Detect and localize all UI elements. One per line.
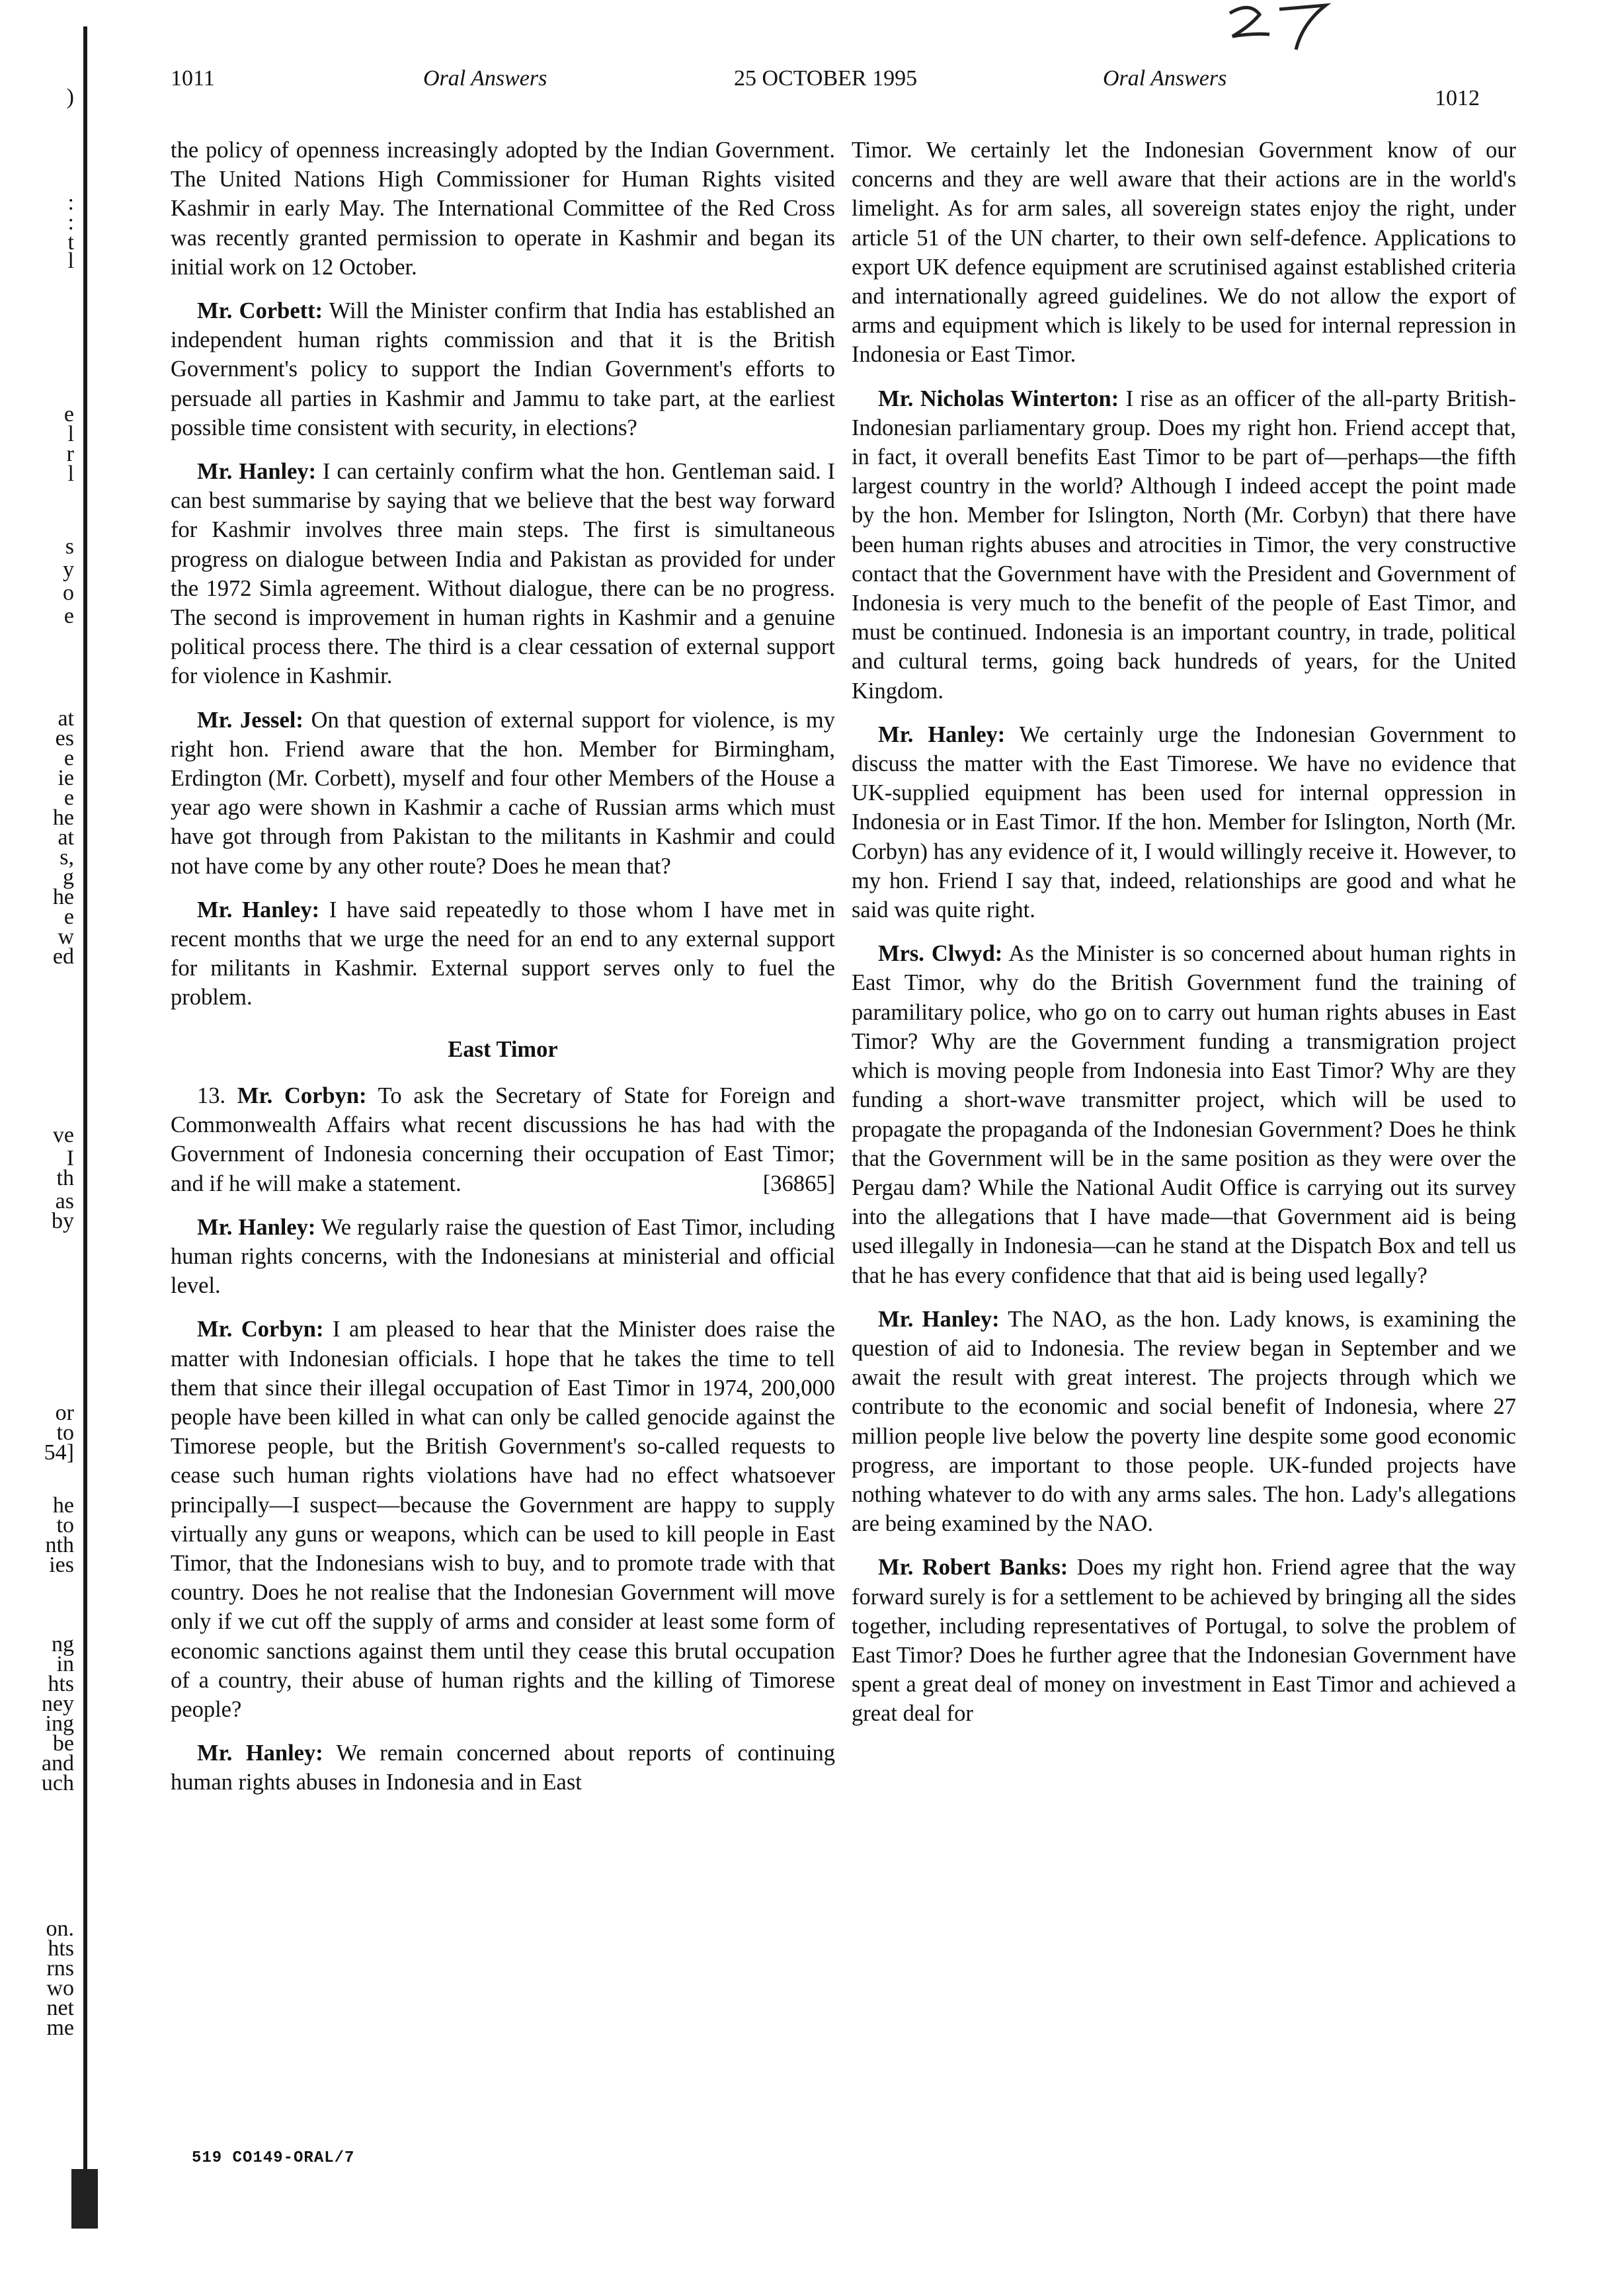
speech-text: I have said repeatedly to those whom I have met in recent months that we urge the need for an end to any external support for militants in Kashmir. External support serves only to fuel the problem. bbox=[171, 897, 835, 1010]
edge-fragment: es bbox=[55, 726, 74, 751]
speech-text: I can certainly confirm what the hon. Gentleman said. I can best summarise by saying that we believe that the best way forward for Kashmir involves three main steps. The first is simultaneous progress on dialogue between India and Pakistan as provided for under the 1972 Simla agreement. Without dialogue, there can be no progress. The second is improvement in human rights in Kashmir and a genuine political process there. The third is a clear cessation of external support for violence in Kashmir. bbox=[171, 459, 835, 689]
edge-fragment: e bbox=[63, 746, 74, 770]
speaker-name: Mr. Corbyn: bbox=[197, 1317, 324, 1342]
edge-fragment: ney bbox=[41, 1692, 74, 1716]
left-paragraphs-continued bbox=[171, 1213, 835, 1797]
binding-shadow bbox=[71, 2169, 98, 2229]
edge-fragment: e bbox=[63, 786, 74, 810]
right-running-title: Oral Answers bbox=[1103, 66, 1227, 91]
speech-paragraph bbox=[852, 939, 1516, 1290]
edge-fragment: t bbox=[67, 230, 74, 255]
section-heading: East Timor bbox=[448, 1036, 558, 1062]
edge-fragment: he bbox=[52, 1493, 74, 1518]
edge-fragment: g bbox=[63, 865, 74, 889]
edge-fragment: r bbox=[66, 442, 74, 466]
speaker-name: Mr. Corbett: bbox=[197, 298, 323, 324]
edge-fragment: or bbox=[55, 1401, 74, 1425]
edge-fragment: ing bbox=[45, 1711, 74, 1736]
speech-paragraph bbox=[852, 384, 1516, 706]
edge-fragment: ng bbox=[52, 1632, 74, 1657]
edge-fragment: 54] bbox=[44, 1440, 74, 1465]
speaker-name: Mr. Hanley: bbox=[197, 897, 320, 922]
edge-fragment: as bbox=[55, 1189, 74, 1213]
left-paragraphs bbox=[171, 136, 835, 1012]
speech-paragraph bbox=[171, 1739, 835, 1797]
edge-fragment: to bbox=[56, 1513, 74, 1538]
speech-text: Will the Minister confirm that India has established an independent human rights commission and that it is the British Government's policy to support the Indian Government's efforts to persuade all parties in Kashmir and Jammu to take part, at the earliest possible time consistent with security, in elections? bbox=[171, 298, 835, 440]
edge-fragment: he bbox=[52, 885, 74, 909]
edge-fragment: uch bbox=[41, 1771, 74, 1795]
speech-paragraph bbox=[852, 1305, 1516, 1539]
question-paragraph bbox=[171, 1081, 835, 1198]
speech-text: the policy of openness increasingly adopted by the Indian Government. The United Nations High Commissioner for Human Rights visited Kashmir in early May. The International Committee of the Red Cross was recently granted permission to operate in Kashmir and began its initial work on 12 October. bbox=[171, 138, 835, 280]
speaker-name: Mr. Hanley: bbox=[878, 721, 1006, 747]
edge-fragment: ies bbox=[49, 1553, 74, 1577]
edge-fragment: on. bbox=[46, 1916, 74, 1941]
left-running-title: Oral Answers bbox=[423, 66, 547, 91]
left-column bbox=[171, 136, 835, 1812]
speech-paragraph bbox=[852, 720, 1516, 924]
speech-paragraph bbox=[852, 136, 1516, 370]
edge-fragment: e bbox=[63, 604, 74, 628]
edge-fragment: o bbox=[63, 581, 74, 605]
question-reference: [36865] bbox=[762, 1170, 835, 1196]
edge-fragment: nth bbox=[45, 1533, 74, 1557]
binding-edge bbox=[0, 0, 99, 2296]
speech-paragraph bbox=[171, 136, 835, 282]
edge-fragment: be bbox=[52, 1731, 74, 1756]
binding-rule bbox=[83, 26, 87, 2215]
edge-fragment: in bbox=[56, 1652, 74, 1676]
edge-fragment: ed bbox=[52, 944, 74, 969]
edge-fragment: I bbox=[66, 1146, 74, 1170]
edge-fragment: l bbox=[67, 422, 74, 446]
edge-fragment: ve bbox=[52, 1123, 74, 1147]
speech-paragraph bbox=[171, 296, 835, 442]
speech-paragraph bbox=[171, 1213, 835, 1301]
edge-fragment: me bbox=[46, 2016, 74, 2040]
edge-fragment: to bbox=[56, 1420, 74, 1445]
edge-fragment: y bbox=[63, 557, 74, 582]
right-paragraphs bbox=[852, 136, 1516, 1729]
edge-fragment: w bbox=[58, 924, 74, 949]
speech-text: We regularly raise the question of East Timor, including human rights concerns, with the Indonesians at ministerial and official level. bbox=[171, 1214, 835, 1299]
edge-fragment: at bbox=[58, 706, 74, 731]
edge-fragment: : bbox=[67, 210, 74, 235]
speech-text: The NAO, as the hon. Lady knows, is examining the question of aid to Indonesia. The review began in September and we await the result with great interest. The projects through which we contribute to the economic and social benefit of Indonesia, where 27 million people live below the poverty line despite some good economic progress, are important to those people. UK-funded projects have nothing whatever to do with any arms sales. The hon. Lady's allegations are being examined by the NAO. bbox=[852, 1306, 1516, 1537]
edge-fragment: net bbox=[46, 1996, 74, 2020]
footer-code: 519 CO149-ORAL/7 bbox=[192, 2149, 355, 2167]
speaker-name: Mr. Hanley: bbox=[197, 1214, 316, 1240]
speech-paragraph bbox=[171, 457, 835, 691]
speaker-name: Mr. Hanley: bbox=[878, 1306, 1000, 1332]
handwritten-number-mark bbox=[1223, 0, 1336, 53]
speaker-name: Mr. Nicholas Winterton: bbox=[878, 386, 1119, 411]
speech-text: We remain concerned about reports of continuing human rights abuses in Indonesia and in East bbox=[171, 1741, 835, 1795]
sitting-date: 25 OCTOBER 1995 bbox=[734, 66, 918, 91]
left-page-number: 1011 bbox=[171, 66, 215, 91]
speech-text: Timor. We certainly let the Indonesian Government know of our concerns and they are well aware that their actions are in the world's limelight. As for arm sales, all sovereign states enjoy the right, under article 51 of the UN charter, to their own self-defence. Applications to export UK defence equipment are scrutinised against established criteria and internationally agreed guidelines. We do not allow the export of arms and equipment which is likely to be used for internal repression in Indonesia or East Timor. bbox=[852, 138, 1516, 368]
speaker-name: Mr. Robert Banks: bbox=[878, 1555, 1068, 1580]
question-speaker: Mr. Corbyn: bbox=[237, 1083, 367, 1108]
speech-paragraph bbox=[171, 706, 835, 881]
speaker-name: Mr. Jessel: bbox=[197, 707, 303, 733]
speech-text: Does my right hon. Friend agree that the way forward surely is for a settlement to be achieved by bringing all the sides together, including representatives of Portugal, to solve the problem of East Timor? Does he further agree that the Indonesian Government have spent a great deal of money on investment in East Timor and achieved a great deal for bbox=[852, 1555, 1516, 1727]
edge-fragment: wo bbox=[46, 1976, 74, 2000]
speaker-name: Mr. Hanley: bbox=[197, 459, 317, 485]
speech-text: On that question of external support for violence, is my right hon. Friend aware that the hon. Member for Birmingham, Erdington (Mr. Corbett), myself and four other Members of the House a year ago were shown in Kashmir a cache of Russian arms which must have got through from Pakistan to the militants in Kashmir and could not have come by any other route? Does he mean that? bbox=[171, 707, 835, 879]
edge-fragment: l bbox=[67, 462, 74, 486]
edge-fragment: he bbox=[52, 805, 74, 830]
speech-text: I rise as an officer of the all-party British-Indonesian parliamentary group. Does my right hon. Friend accept that, in fact, it overall benefits East Timor to be part of—perhaps—the fifth largest country in the world? Although I indeed accept the point made by the hon. Member for Islington, North (Mr. Corbyn) that there have been human rights abuses and atrocities in Timor, the very constructive contact that the Government have with the President and Government of Indonesia is very much to the benefit of the people of East Timor, and must be continued. Indonesia is an important country, in trade, political and cultural terms, going back hundreds of years, for the United Kingdom. bbox=[852, 386, 1517, 704]
speech-paragraph bbox=[852, 1553, 1516, 1728]
page-header bbox=[0, 66, 1608, 110]
speech-text: We certainly urge the Indonesian Government to discuss the matter with the East Timorese. We have no evidence that UK-supplied equipment has been used for internal oppression in Indonesia or in East Timor. If the hon. Member for Islington, North (Mr. Corbyn) has any evidence of it, I would willingly receive it. However, to my hon. Friend I say that, indeed, relationships are good and what he said was quite right. bbox=[852, 721, 1516, 923]
edge-fragment: th bbox=[56, 1166, 74, 1190]
edge-fragment: s, bbox=[60, 845, 74, 870]
right-page-number: 1012 bbox=[1435, 86, 1480, 110]
speaker-name: Mrs. Clwyd: bbox=[878, 941, 1003, 967]
edge-fragment: : bbox=[67, 190, 74, 215]
edge-fragment: l bbox=[67, 249, 74, 273]
edge-fragment: ) bbox=[66, 85, 74, 109]
edge-fragment: e bbox=[63, 905, 74, 929]
speaker-name: Mr. Hanley: bbox=[197, 1741, 323, 1766]
edge-fragment: by bbox=[52, 1209, 74, 1233]
question-number: 13. bbox=[197, 1083, 226, 1108]
edge-fragment: s bbox=[65, 534, 74, 559]
edge-fragment: and bbox=[41, 1751, 74, 1776]
speech-paragraph bbox=[171, 1315, 835, 1724]
speech-paragraph bbox=[171, 895, 835, 1012]
edge-fragment: ie bbox=[58, 766, 74, 790]
edge-fragment: at bbox=[58, 825, 74, 850]
edge-fragment: e bbox=[63, 402, 74, 427]
question-text: To ask the Secretary of State for Foreign and Commonwealth Affairs what recent discussions he has had with the Government of Indonesia concerning their occupation of East Timor; and if he will make a statement. bbox=[171, 1083, 835, 1196]
edge-fragment: hts bbox=[48, 1672, 74, 1696]
speech-text: I am pleased to hear that the Minister does raise the matter with Indonesian officials. I hope that he takes the time to tell them that since their illegal occupation of East Timor in 1974, 200,000 people have been killed in what can only be called genocide against the Timorese people, but the British Government's so-called requests to cease such human rights violations have had no effect whatsoever principally—I suspect—because the Government are happy to supply virtually any guns or weapons, which can be used to kill people in East Timor, that the Indonesians wish to buy, and to promote trade with that country. Does he not realise that the Indonesian Government will move only if we cut off the supply of arms and consider at least some form of economic sanctions against them until they cease this brutal occupation of a country, their abuse of human rights and the killing of Timorese people? bbox=[171, 1317, 835, 1722]
edge-fragment: rns bbox=[46, 1956, 74, 1981]
right-column bbox=[852, 136, 1516, 1743]
edge-fragment: hts bbox=[48, 1936, 74, 1961]
speech-text: As the Minister is so concerned about human rights in East Timor, why do the British Government fund the training of paramilitary police, who go on to carry out human rights abuses in East Timor? Why are the Government funding a transmigration project which is moving people from Indonesia into East Timor? Why are they funding a short-wave transmitter project, which will be used to propagate the propaganda of the Indonesian Government? Does he think that the Government will be in the same position as they were over the Pergau dam? While the National Audit Office is carrying out its survey into the allegations that I have made—that Government aid is being used illegally in Indonesia—can he stand at the Dispatch Box and tell us that he has every confidence that that aid is being used legally? bbox=[852, 941, 1516, 1288]
